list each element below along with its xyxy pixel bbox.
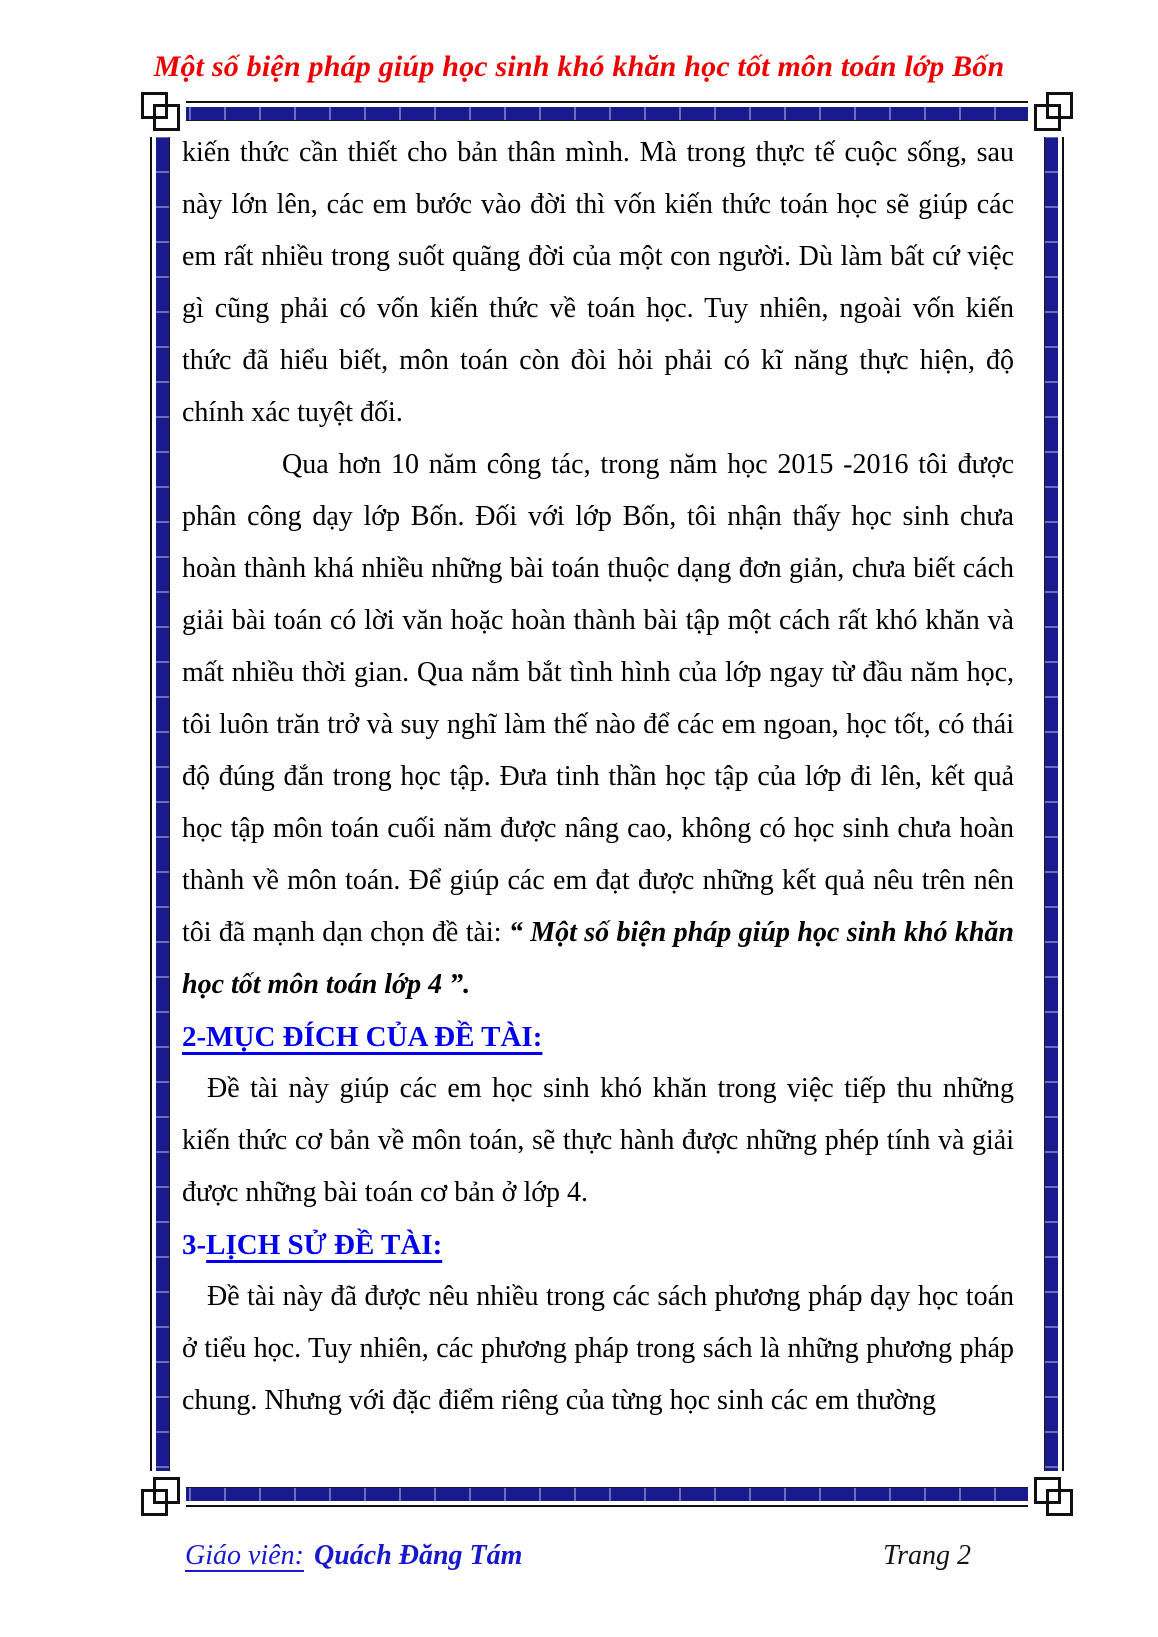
section-heading-label: 2-MỤC ĐÍCH CỦA ĐỀ TÀI: [182,1021,543,1053]
footer-page-number: Trang 2 [883,1540,971,1571]
footer-teacher-label: Giáo viên: [185,1540,304,1571]
border-corner-ornament [1028,91,1074,137]
border-corner-ornament [1028,1471,1074,1517]
footer-teacher [185,1540,522,1572]
section-heading-prefix: 3- [182,1229,207,1261]
section-heading-label: LỊCH SỬ ĐỀ TÀI: [206,1229,443,1261]
body-paragraph-4: Đề tài này đã được nêu nhiều trong các sách phương pháp dạy học toán ở tiểu học. Tuy nhiên, các phương pháp trong sách là những phương pháp chung. Nhưng với đặc điểm riêng của từng học sinh các em thường [182,1281,1014,1416]
border-corner-ornament [140,91,186,137]
section-heading-muc-dich [182,1011,1014,1063]
footer-teacher-name: Quách Đăng Tám [313,1540,523,1571]
page-content-area [169,120,1045,1488]
body-paragraph-2 [182,439,1014,1011]
document-body [182,127,1014,1427]
border-band [156,107,1058,1501]
page-border-frame [150,101,1064,1507]
body-paragraph-1: kiến thức cần thiết cho bản thân mình. Mà trong thực tế cuộc sống, sau này lớn lên, các em bước vào đời thì vốn kiến thức toán học sẽ giúp các em rất nhiều trong suốt quãng đời của một con người. Dù làm bất cứ việc gì cũng phải có vốn kiến thức về toán học. Tuy nhiên, ngoài vốn kiến thức đã hiểu biết, môn toán còn đòi hỏi phải có kĩ năng thực hiện, độ chính xác tuyệt đối. [182,137,1014,428]
section-heading-lich-su [182,1219,1014,1271]
paragraph-text: Qua hơn 10 năm công tác, trong năm học 2015 -2016 tôi được phân công dạy lớp Bốn. Đối với lớp Bốn, tôi nhận thấy học sinh chưa hoàn thành khá nhiều những bài toán thuộc dạng đơn giản, chưa biết cách giải bài toán có lời văn hoặc hoàn thành bài tập một cách rất khó khăn và mất nhiều thời gian. Qua nắm bắt tình hình của lớp ngay từ đầu năm học, tôi luôn trăn trở và suy nghĩ làm thế nào để các em ngoan, học tốt, có thái độ đúng đắn trong học tập. Đưa tinh thần học tập của lớp đi lên, kết quả học tập môn toán cuối năm được nâng cao, không có học sinh chưa hoàn thành về môn toán. Để giúp các em đạt được những kết quả nêu trên nên tôi đã mạnh dạn chọn đề tài: [182,449,1014,948]
body-paragraph-3: Đề tài này giúp các em học sinh khó khăn trong việc tiếp thu những kiến thức cơ bản về môn toán, sẽ thực hành được những phép tính và giải được những bài toán cơ bản ở lớp 4. [182,1073,1014,1208]
page-header-title: Một số biện pháp giúp học sinh khó khăn học tốt môn toán lớp Bốn [153,50,1005,83]
border-corner-ornament [140,1471,186,1517]
topic-title-emphasis: “ Một số biện pháp giúp học sinh khó khăn học tốt môn toán lớp 4 ”. [182,917,1014,1000]
page-footer [185,1540,971,1572]
